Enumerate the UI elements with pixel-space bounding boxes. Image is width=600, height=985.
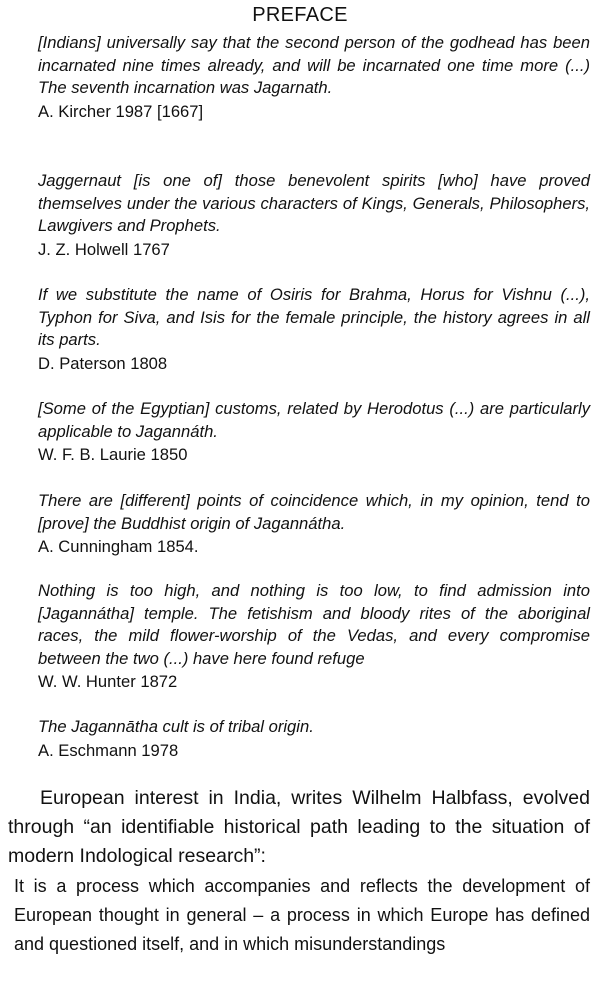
epigraph-source: W. F. B. Laurie 1850 [38, 445, 188, 464]
epigraph [38, 284, 590, 375]
epigraph-text: There are [different] points of coincidence which, in my opinion, tend to [prove] the Buddhist origin of Jagannátha. [38, 491, 590, 533]
epigraph-text: [Some of the Egyptian] customs, related by Herodotus (...) are particularly applicable to Jagannáth. [38, 399, 590, 441]
epigraph-source: D. Paterson 1808 [38, 353, 168, 373]
epigraph-source: A. Eschmann 1978 [38, 740, 179, 760]
epigraph [38, 398, 590, 466]
epigraph [38, 716, 590, 762]
epigraph-source: A. Kircher 1987 [1667] [38, 101, 204, 121]
epigraph-text: If we substitute the name of Osiris for Brahma, Horus for Vishnu (...), Typhon for Siva, and Isis for the female principle, the history agrees in all its parts. [38, 285, 590, 349]
epigraph [38, 32, 590, 123]
epigraph-text: Jaggernaut [is one of] those benevolent spirits [who] have proved themselves under the various characters of Kings, Generals, Philosophers, Lawgivers and Prophets. [38, 171, 590, 235]
epigraph-source: W. W. Hunter 1872 [38, 672, 178, 691]
page-title: PREFACE [252, 4, 348, 26]
epigraph-source: A. Cunningham 1854. [38, 537, 199, 556]
epigraph [38, 490, 590, 558]
epigraph-source: J. Z. Holwell 1767 [38, 239, 170, 259]
block-quotation: It is a process which accompanies and reflects the development of European thought in general – a process in which Europe has defined and questioned itself, and in which misunderstandings [14, 876, 590, 954]
epigraph [38, 580, 590, 693]
body-paragraph: European interest in India, writes Wilhelm Halbfass, evolved through “an identifiable historical path leading to the situation of modern Indological research”: [8, 787, 590, 867]
epigraph [38, 170, 590, 261]
epigraph-text: Nothing is too high, and nothing is too low, to find admission into [Jagannátha] temple. The fetishism and bloody rites of the aboriginal races, the mild flower-worship of the Vedas, and every compromise between the two (...) have here found refuge [38, 581, 590, 668]
epigraph-text: [Indians] universally say that the second person of the godhead has been incarnated nine times already, and will be incarnated one time more (...) The seventh incarnation was Jagarnath. [38, 33, 590, 97]
epigraph-text: The Jagannātha cult is of tribal origin. [38, 717, 314, 736]
